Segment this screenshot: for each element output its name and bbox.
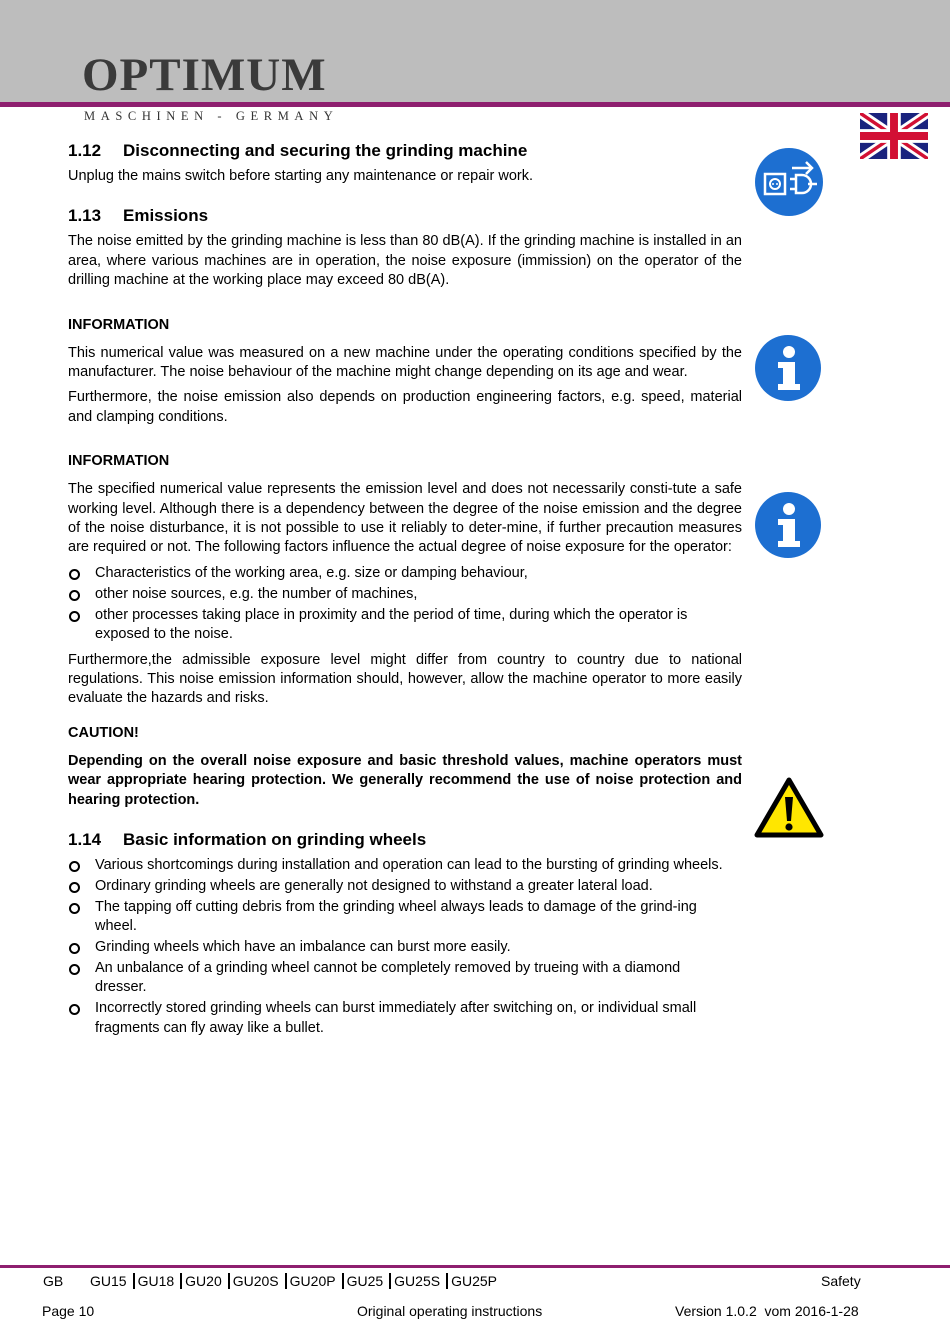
information-label: INFORMATION (68, 453, 170, 470)
footer-document-title: Original operating instructions (357, 1303, 543, 1319)
footer-chapter: Safety (821, 1273, 861, 1289)
section-text-1-12: Unplug the mains switch before starting any maintenance or repair work. (68, 168, 534, 184)
footer-language: GB (43, 1273, 64, 1289)
emissions-text: The noise emitted by the grinding machine is less than 80 dB(A). If the grinding machine is installed in an area, where various machines are in operation, the noise exposure (immission) on the operator of the drilling machine at the working place may exceed 80 dB(A). (68, 233, 742, 289)
brand-logo: OPTIMUM (82, 49, 327, 101)
information-paragraph: Furthermore,the admissible exposure level might differ from country to country due to national regulations. This noise emission information should, however, allow the machine operator to more easily evaluate the hazards and risks. (68, 651, 742, 707)
list-item: Characteristics of the working area, e.g. size or damping behaviour, (68, 564, 742, 583)
footer-rule (0, 1265, 950, 1268)
information-paragraph: The specified numerical value represents the emission level and does not necessarily consti-tute a safe working level. Although there is a dependency between the degree of the noise emission and the degree of the noise disturbance, it is not possible to use it reliably to deter-mine, if further precaution measures are required or not. The following factors influence the actual degree of noise exposure for the operator: (68, 481, 742, 556)
noise-factors-list (68, 564, 742, 645)
warning-triangle-icon (754, 777, 824, 839)
unplug-mains-icon (754, 147, 824, 217)
brand-tagline: MASCHINEN - GERMANY (84, 109, 339, 123)
list-item: other processes taking place in proximity and the period of time, during which the operator is exposed to the noise. (68, 606, 742, 645)
page-content (68, 140, 742, 1044)
footer-models: GU15 GU18 GU20 GU20S GU20P GU25 GU25S GU25P (90, 1273, 497, 1289)
information-icon (754, 491, 822, 559)
list-item: An unbalance of a grinding wheel cannot be completely removed by trueing with a diamond dresser. (68, 959, 742, 998)
list-item: other noise sources, e.g. the number of machines, (68, 585, 742, 604)
grinding-wheel-list (68, 856, 742, 1038)
information-icon (754, 334, 822, 402)
footer-version: Version 1.0.2 vom 2016-1-28 (675, 1303, 859, 1319)
section-heading-1-13: 1.13 Emissions (68, 206, 209, 226)
uk-flag-icon (860, 113, 928, 159)
section-heading-1-12: 1.12 Disconnecting and securing the grinding machine (68, 141, 528, 160)
caution-text: Depending on the overall noise exposure and basic threshold values, machine operators must wear appropriate hearing protection. We generally recommend the use of noise protection and hearing protection. (68, 752, 742, 808)
information-label: INFORMATION (68, 316, 170, 333)
list-item: Grinding wheels which have an imbalance can burst more easily. (68, 938, 742, 957)
header-rule (0, 102, 950, 107)
information-paragraph: This numerical value was measured on a new machine under the operating conditions specified by the manufacturer. The noise behaviour of the machine might change depending on its age and wear. (68, 344, 742, 381)
list-item: Incorrectly stored grinding wheels can burst immediately after switching on, or individual small fragments can fly away like a bullet. (68, 999, 742, 1038)
list-item: The tapping off cutting debris from the grinding wheel always leads to damage of the grind-ing wheel. (68, 898, 742, 937)
list-item: Various shortcomings during installation and operation can lead to the bursting of grinding wheels. (68, 856, 742, 875)
footer-page-number: Page 10 (42, 1303, 95, 1319)
section-heading-1-14: 1.14 Basic information on grinding wheels (68, 829, 427, 849)
list-item: Ordinary grinding wheels are generally not designed to withstand a greater lateral load. (68, 877, 742, 896)
information-paragraph: Furthermore, the noise emission also depends on production engineering factors, e.g. speed, material and clamping conditions. (68, 389, 742, 425)
caution-label: CAUTION! (68, 724, 139, 741)
